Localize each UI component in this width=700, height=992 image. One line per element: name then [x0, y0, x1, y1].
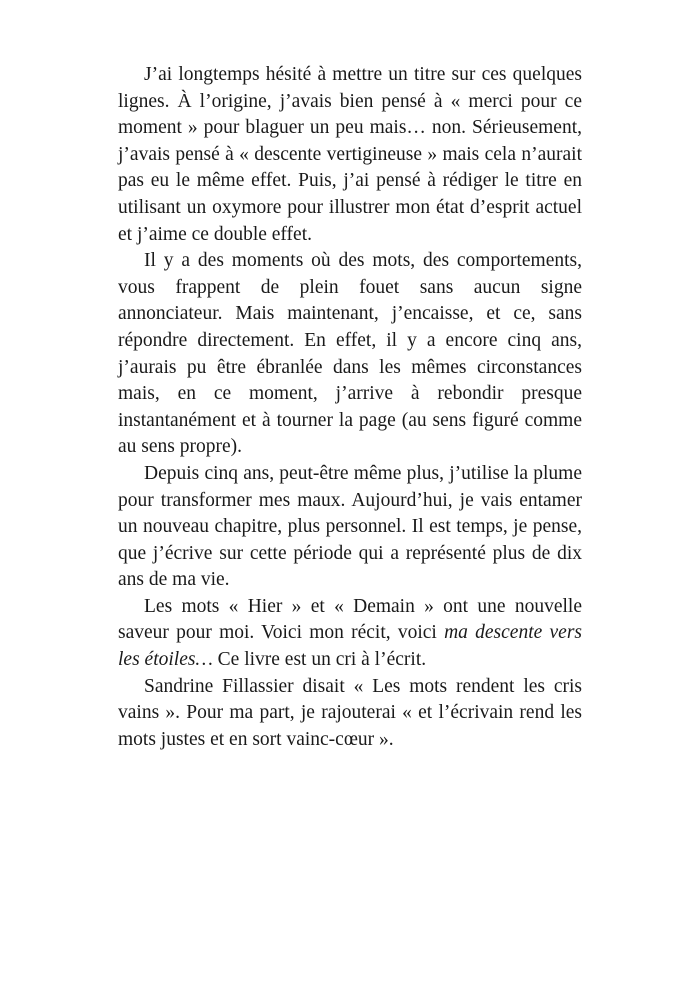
paragraph-1: J’ai longtemps hésité à mettre un titre sur ces quelques lignes. À l’origine, j’avais bien pensé à « merci pour ce moment » pour blaguer un peu mais… non. Sérieusement, j’avais pensé à « descente vertigineuse » mais cela n’aurait pas eu le même effet. Puis, j’ai pensé à rédiger le titre en utilisant un oxymore pour illustrer mon état d’esprit actuel et j’aime ce double effet.: [118, 64, 582, 245]
body-text: [118, 62, 582, 753]
paragraph-4-start: Les mots « Hier » et « Demain » ont une nouvelle saveur pour moi. Voici mon récit, voici: [118, 595, 582, 644]
italic-phrase: ma descente vers les étoiles…: [118, 622, 582, 671]
paragraph-5: Sandrine Fillassier disait « Les mots rendent les cris vains ». Pour ma part, je rajouterai « et l’écrivain rend les mots justes et en sort vainc-cœur ».: [118, 675, 582, 750]
paragraph-2: Il y a des moments où des mots, des comportements, vous frappent de plein fouet sans aucun signe annonciateur. Mais maintenant, j’encaisse, et ce, sans répondre directement. En effet, il y a encore cinq ans, j’aurais pu être ébranlée dans les mêmes circonstances mais, en ce moment, j’arrive à rebondir presque instantanément et à tourner la page (au sens figuré comme au sens propre).: [118, 250, 582, 458]
paragraph-4: [118, 594, 582, 674]
paragraph-3: Depuis cinq ans, peut-être même plus, j’utilise la plume pour transformer mes maux. Aujourd’hui, je vais entamer un nouveau chapitre, plus personnel. Il est temps, je pense, que j’écrive sur cette période qui a représenté plus de dix ans de ma vie.: [118, 462, 582, 591]
paragraph-4-end: Ce livre est un cri à l’écrit.: [212, 649, 427, 671]
